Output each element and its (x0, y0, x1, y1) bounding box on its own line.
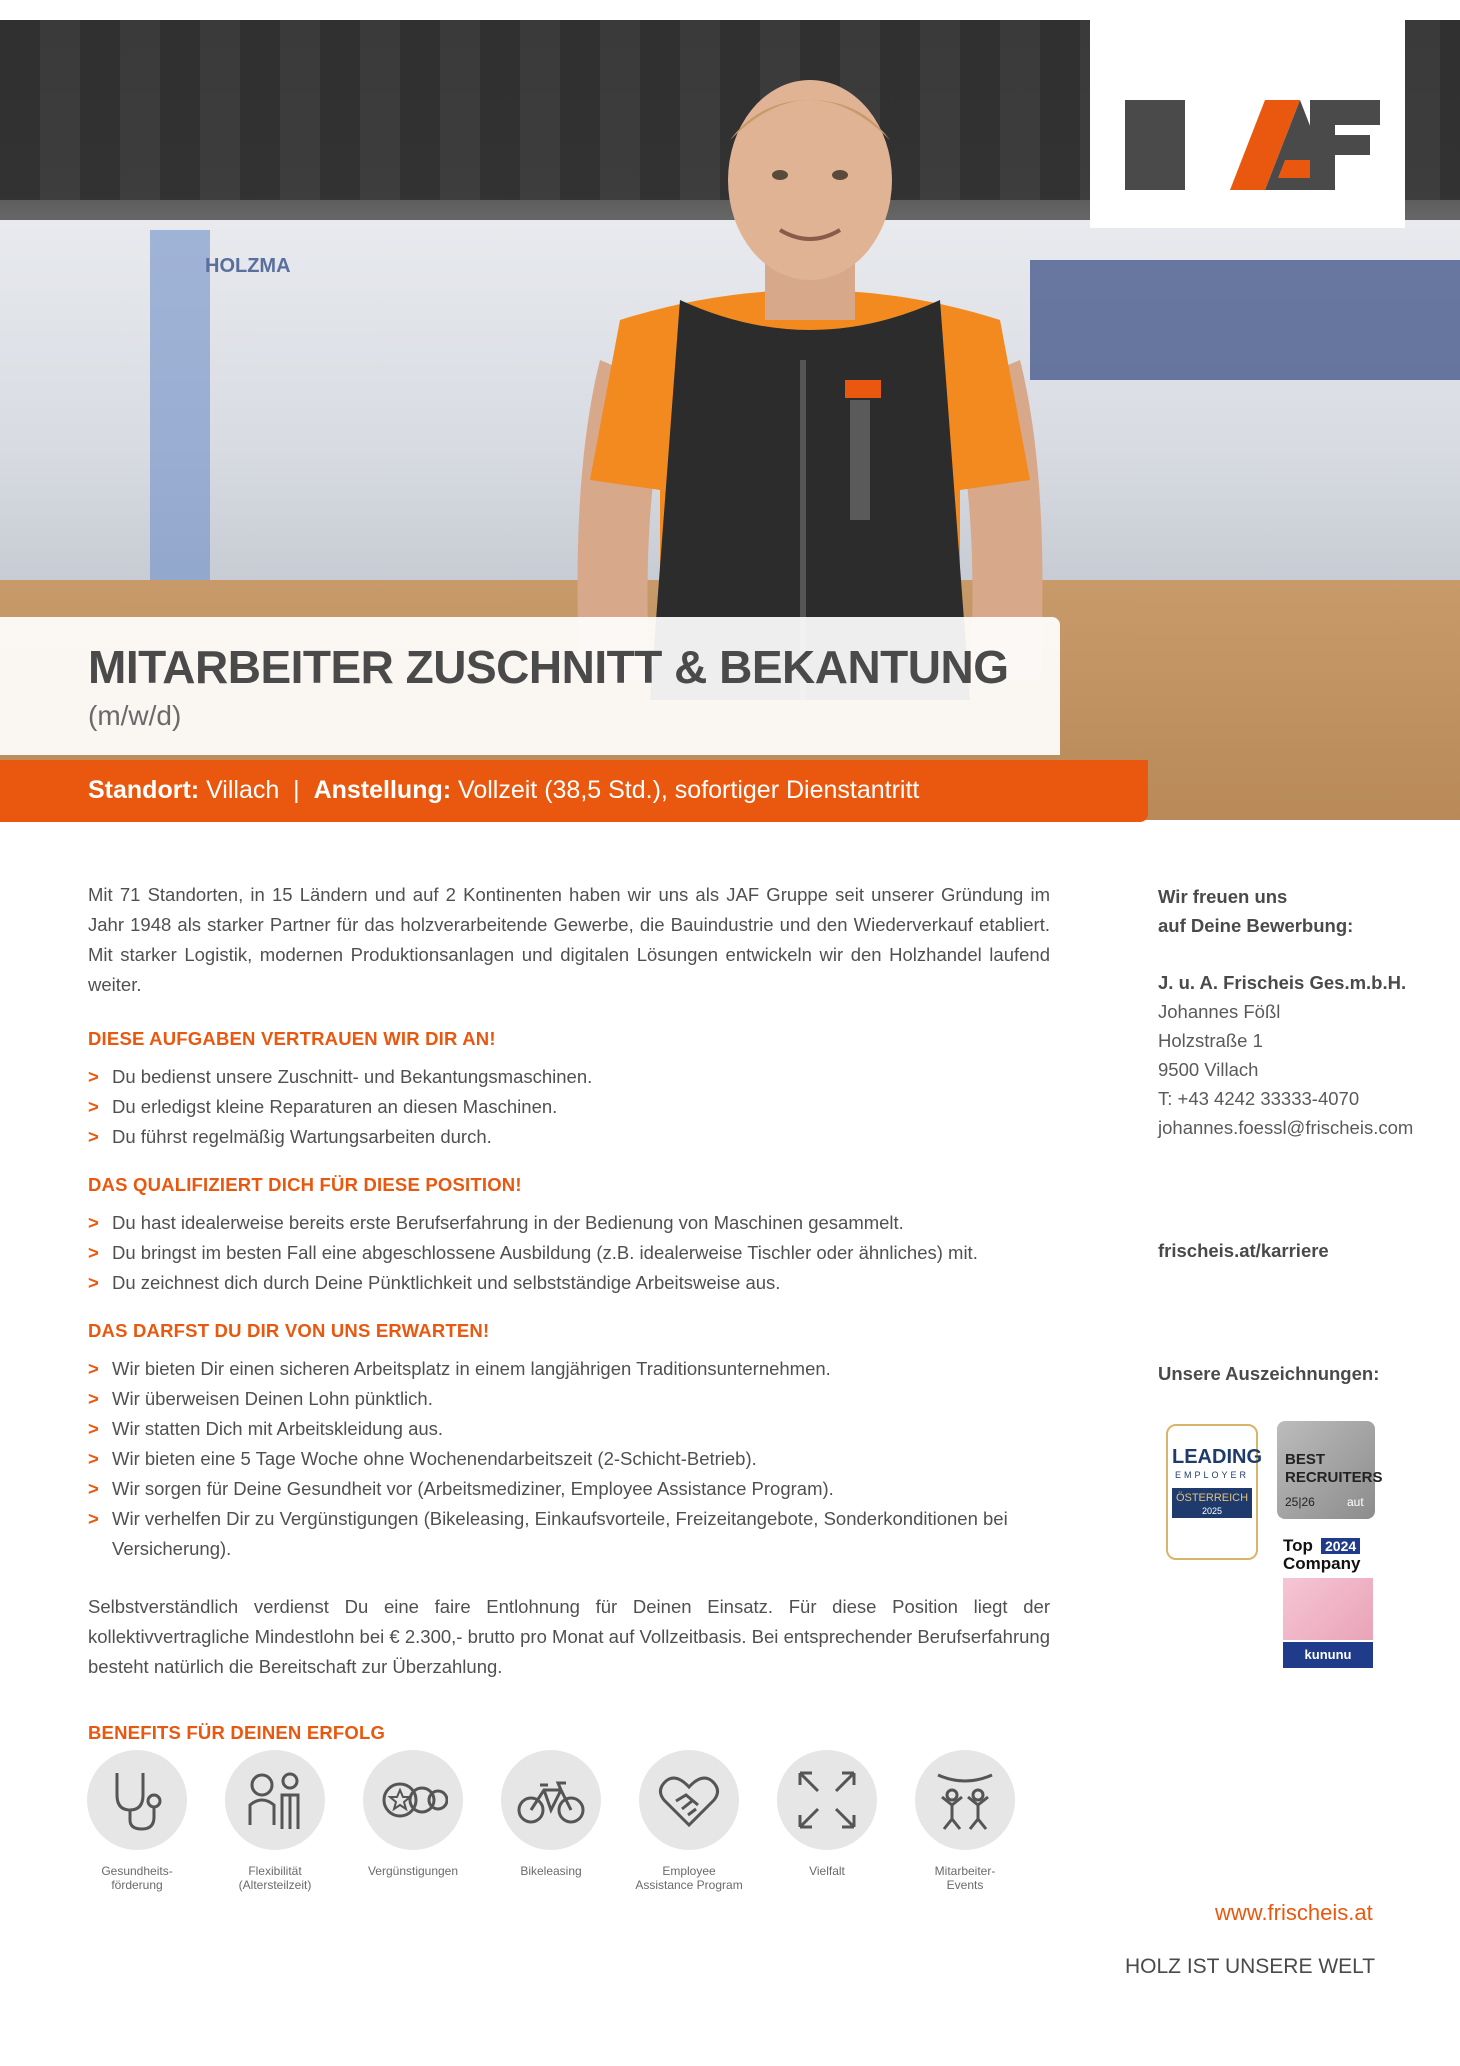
benefit-label: Events (946, 1878, 984, 1892)
qualifications-list (88, 1208, 1050, 1298)
benefit-bikeleasing (496, 1750, 606, 1878)
intro-paragraph: Mit 71 Standorten, in 15 Ländern und auf 2 Kontinenten haben wir uns als JAF Gruppe seit unserer Gründung im Jahr 1948 als starker Partner für das holzverarbeitende Gewerbe, die Bauindustrie und den Wiederverkauf etabliert. Mit starker Logistik, modernen Produktionsanlagen und digitalen Lösungen entwickeln wir den Holzhandel laufend weiter. (88, 884, 1050, 995)
benefit-discounts (358, 1750, 468, 1878)
tasks-list (88, 1062, 1050, 1152)
worker-figure (560, 60, 1060, 700)
benefit-label: Vergünstigungen (367, 1864, 459, 1878)
list-item: > Du führst regelmäßig Wartungsarbeiten durch. (88, 1122, 1050, 1152)
list-item: > Wir sorgen für Deine Gesundheit vor (Arbeitsmediziner, Employee Assistance Program). (88, 1474, 1050, 1504)
jaf-logo (1090, 20, 1405, 228)
expand-arrows-icon (792, 1765, 862, 1835)
benefit-health (82, 1750, 192, 1892)
job-title: MITARBEITER ZUSCHNITT & BEKANTUNG (88, 641, 1009, 693)
main-content (88, 880, 1050, 1756)
benefit-label: Gesundheits- (101, 1864, 173, 1878)
info-bar-text (88, 776, 919, 805)
list-item: > Wir statten Dich mit Arbeitskleidung aus. (88, 1414, 1050, 1444)
machine-label-strip (150, 230, 210, 590)
greeting-line1: Wir freuen uns (1158, 886, 1288, 907)
benefit-label: Assistance Program (635, 1878, 743, 1892)
contact-person: Johannes Fößl (1158, 1001, 1281, 1022)
job-subtitle: (m/w/d) (88, 700, 182, 731)
celebration-icon (930, 1765, 1000, 1835)
leading-employer-badge: LEADING EMPLOYER ÖSTERREICH 2025 (1166, 1424, 1258, 1560)
benefit-eap (634, 1750, 744, 1892)
benefit-diversity (772, 1750, 882, 1878)
footer-slogan: HOLZ IST UNSERE WELT (1125, 1955, 1376, 1978)
salary-paragraph: Selbstverständlich verdienst Du eine faire Entlohnung für Deinen Einsatz. Für diese Position liegt der kollektivvertragliche Mindestlohn bei € 2.300,- brutto pro Monat auf Vollzeitbasis. Bei entsprechender Berufserfahrung besteht natürlich die Bereitschaft zur Überzahlung. (88, 1596, 1050, 1677)
best-recruiters-badge: BEST RECRUITERS 25|26 aut (1277, 1421, 1375, 1519)
benefit-events (910, 1750, 1020, 1892)
footer-url[interactable]: www.frischeis.at (1215, 1900, 1373, 1925)
location-label: Standort: (88, 776, 200, 804)
list-item: > Wir bieten eine 5 Tage Woche ohne Wochenendarbeitszeit (2-Schicht-Betrieb). (88, 1444, 1050, 1474)
section-heading-qualifications: DAS QUALIFIZIERT DICH FÜR DIESE POSITION! (88, 1174, 522, 1195)
list-item: > Du bedienst unsere Zuschnitt- und Bekantungsmaschinen. (88, 1062, 1050, 1092)
jaf-logo-mark (1090, 20, 1405, 228)
kununu-badge: Top 2024 Company kununu (1283, 1536, 1375, 1668)
list-item: > Du zeichnest dich durch Deine Pünktlichkeit und selbstständige Arbeitsweise aus. (88, 1268, 1050, 1298)
benefit-flexibility (220, 1750, 330, 1892)
list-item: > Wir überweisen Deinen Lohn pünktlich. (88, 1384, 1050, 1414)
family-icon (240, 1765, 310, 1835)
offer-list (88, 1354, 1050, 1564)
stethoscope-icon (102, 1765, 172, 1835)
benefit-label: förderung (111, 1878, 163, 1892)
greeting-line2: auf Deine Bewerbung: (1158, 915, 1354, 936)
machine-window (1030, 260, 1460, 380)
section-heading-tasks: DIESE AUFGABEN VERTRAUEN WIR DIR AN! (88, 1028, 496, 1049)
location-value: Villach (206, 776, 280, 804)
contact-email[interactable]: johannes.foessl@frischeis.com (1158, 1117, 1414, 1138)
list-item: > Du bringst im besten Fall eine abgeschlossene Ausbildung (z.B. idealerweise Tischler oder ähnliches) mit. (88, 1238, 1050, 1268)
list-item: > Du hast idealerweise bereits erste Berufserfahrung in der Bedienung von Maschinen gesammelt. (88, 1208, 1050, 1238)
contact-city: 9500 Villach (1158, 1059, 1259, 1080)
benefit-label: Employee (662, 1864, 716, 1878)
list-item: > Wir verhelfen Dir zu Vergünstigungen (Bikeleasing, Einkaufsvorteile, Freizeitangebote, Sonderkonditionen bei Versicherung). (88, 1504, 1050, 1564)
company-name: J. u. A. Frischeis Ges.m.b.H. (1158, 972, 1407, 993)
handshake-icon (654, 1765, 724, 1835)
employment-value: Vollzeit (38,5 Std.), sofortiger Dienstantritt (458, 776, 920, 804)
benefit-label: Flexibilität (248, 1864, 302, 1878)
benefits-heading: BENEFITS FÜR DEINEN ERFOLG (88, 1722, 386, 1743)
benefit-label: Bikeleasing (520, 1864, 582, 1878)
employment-label: Anstellung: (313, 776, 452, 804)
awards-heading: Unsere Auszeichnungen: (1158, 1363, 1380, 1384)
bicycle-icon (516, 1765, 586, 1835)
benefit-label: Mitarbeiter- (934, 1864, 996, 1878)
contact-street: Holzstraße 1 (1158, 1030, 1263, 1051)
career-link[interactable]: frischeis.at/karriere (1158, 1240, 1329, 1261)
coins-icon (378, 1765, 448, 1835)
contact-sidebar (1158, 882, 1448, 1388)
machine-brand: HOLZMA (205, 255, 291, 277)
contact-phone[interactable]: T: +43 4242 33333-4070 (1158, 1088, 1360, 1109)
section-heading-offer: DAS DARFST DU DIR VON UNS ERWARTEN! (88, 1320, 490, 1341)
list-item: > Du erledigst kleine Reparaturen an diesen Maschinen. (88, 1092, 1050, 1122)
bar-separator: | (293, 776, 300, 804)
benefits-row (82, 1750, 1042, 1900)
list-item: > Wir bieten Dir einen sicheren Arbeitsplatz in einem langjährigen Traditionsunternehmen. (88, 1354, 1050, 1384)
benefit-label: Vielfalt (809, 1864, 845, 1878)
benefit-label: (Altersteilzeit) (238, 1878, 312, 1892)
